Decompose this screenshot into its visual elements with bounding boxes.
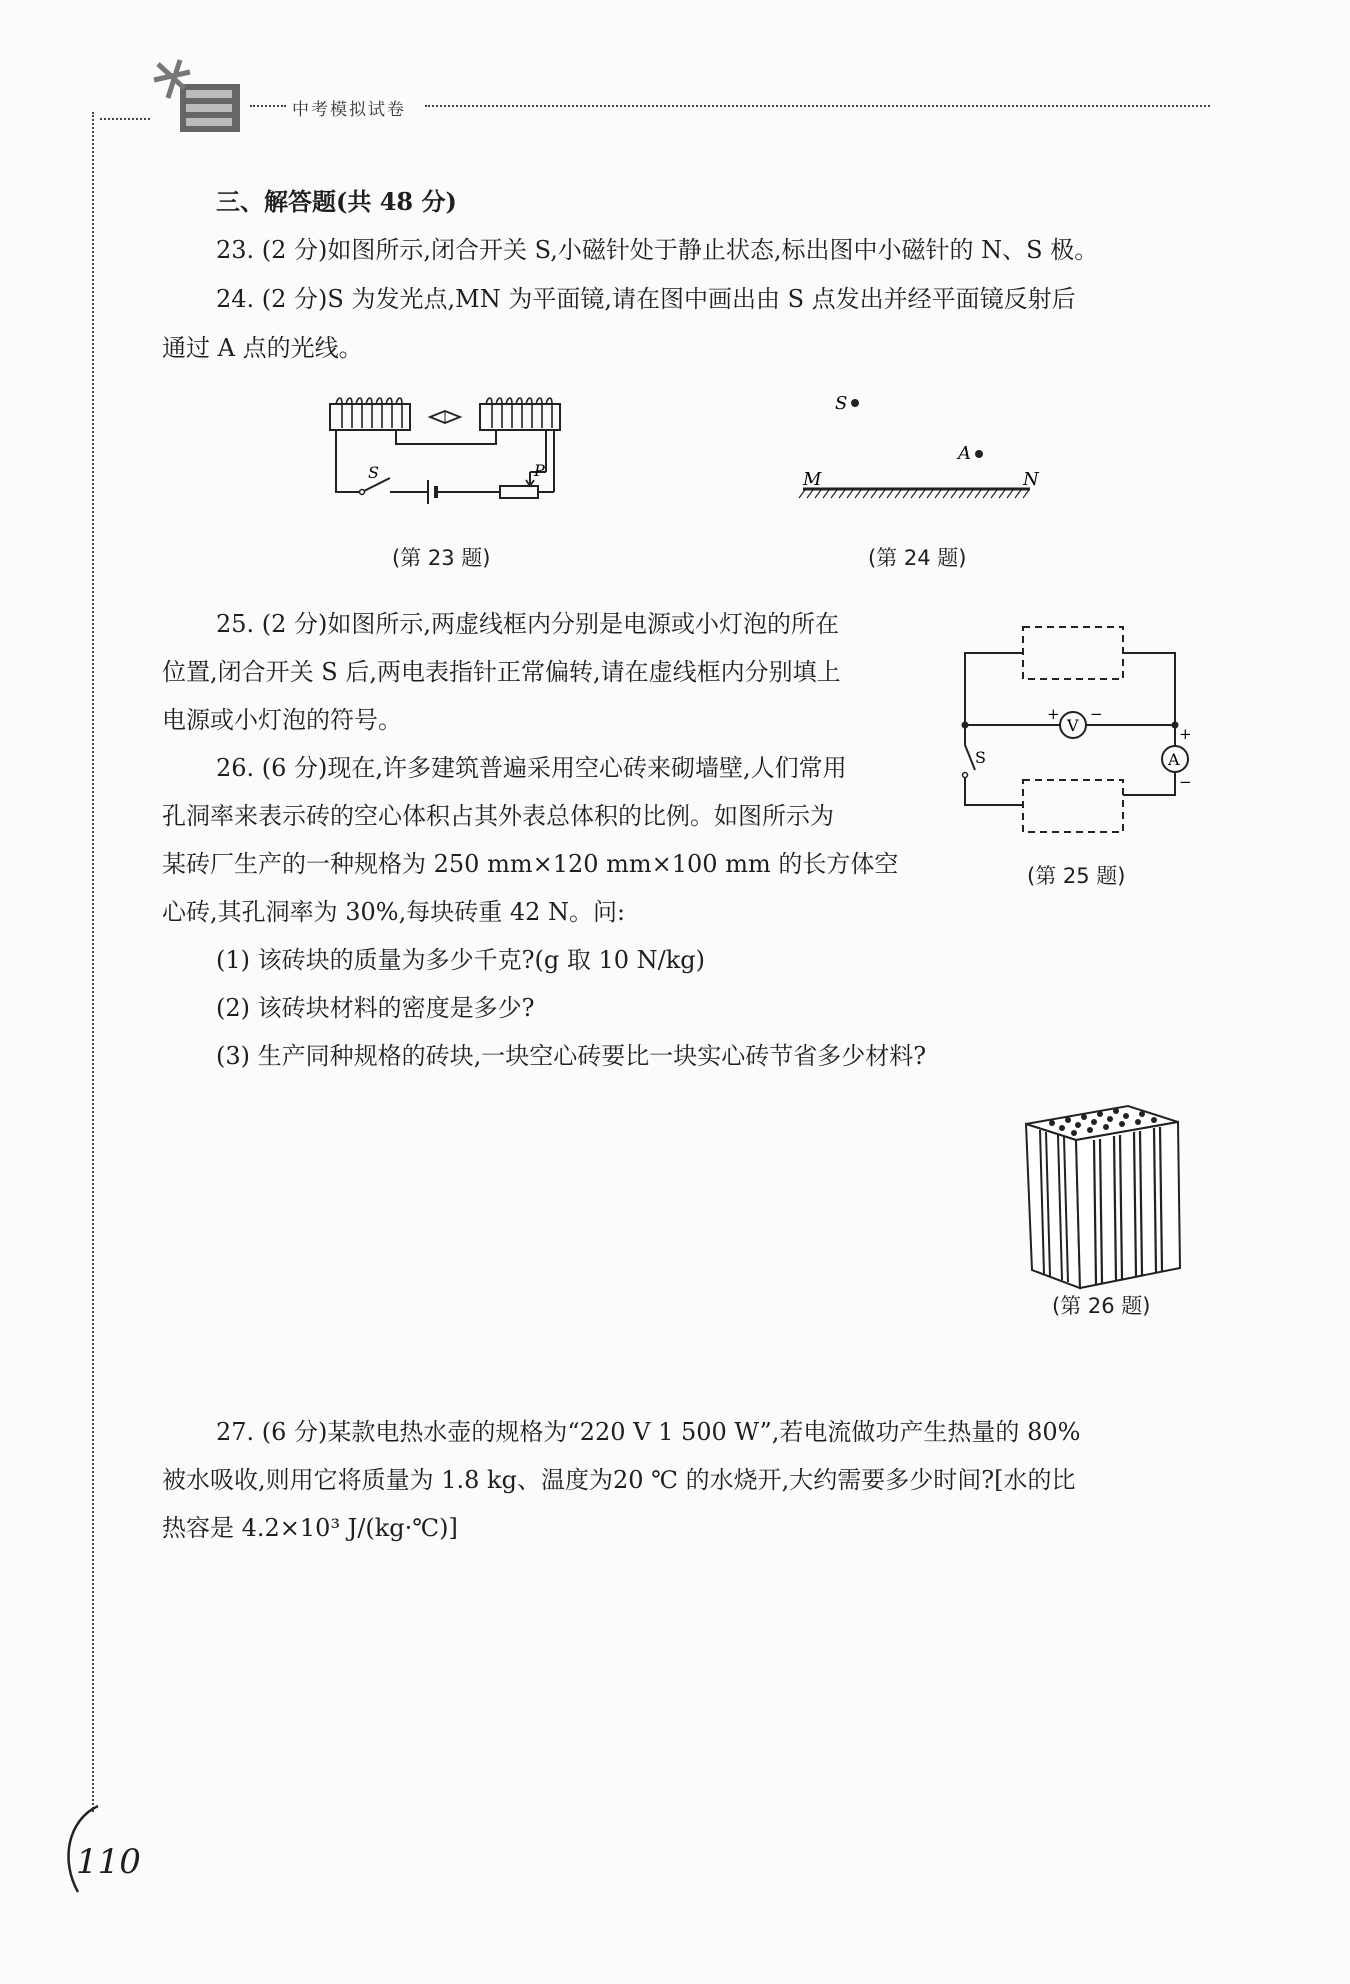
fig25-voltmeter-label: V [1067, 716, 1079, 735]
section-title: 三、解答题(共 48 分) [216, 187, 457, 216]
page-number: 110 [76, 1842, 141, 1882]
fig25-voltmeter-minus: − [1090, 705, 1103, 723]
question-27-line2: 被水吸收,则用它将质量为 1.8 kg、温度为20 ℃ 的水烧开,大约需要多少时间?[水的比 [162, 1466, 1076, 1494]
question-23: 23. (2 分)如图所示,闭合开关 S,小磁针处于静止状态,标出图中小磁针的 N、S 极。 [216, 236, 1099, 264]
fig24-source-label: S [835, 393, 848, 414]
question-26-line3: 某砖厂生产的一种规格为 250 mm×120 mm×100 mm 的长方体空 [162, 850, 899, 878]
fig24-mirror-left-label: M [803, 469, 822, 490]
fig25-ammeter-label: A [1168, 750, 1180, 769]
question-24-line2: 通过 A 点的光线。 [162, 334, 363, 362]
caption-fig24: (第 24 题) [868, 546, 967, 570]
figure-25-circuit [955, 615, 1195, 849]
header-rule-short [250, 105, 286, 107]
fig24-source-point [851, 399, 859, 407]
question-24-line1: 24. (2 分)S 为发光点,MN 为平面镜,请在图中画出由 S 点发出并经平面镜反射后 [216, 285, 1076, 313]
question-26-line2: 孔洞率来表示砖的空心体积占其外表总体积的比例。如图所示为 [162, 802, 834, 830]
fig24-point-label: A [958, 443, 971, 464]
margin-rule [92, 112, 94, 1812]
header-rule-left [100, 118, 150, 120]
question-25-line2: 位置,闭合开关 S 后,两电表指针正常偏转,请在虚线框内分别填上 [162, 658, 841, 686]
caption-fig23: (第 23 题) [392, 546, 491, 570]
fig25-top-dashed-box [1023, 627, 1123, 679]
question-26-sub2: (2) 该砖块材料的密度是多少? [216, 994, 535, 1022]
fig23-switch-label: S [368, 463, 379, 482]
header-logo [150, 58, 254, 142]
question-26-line1: 26. (6 分)现在,许多建筑普遍采用空心砖来砌墙壁,人们常用 [216, 754, 847, 782]
figure-26-brick [1018, 1098, 1190, 1302]
caption-fig25: (第 25 题) [1027, 864, 1126, 888]
fig25-ammeter-plus: + [1179, 725, 1192, 743]
question-25-line1: 25. (2 分)如图所示,两虚线框内分别是电源或小灯泡的所在 [216, 610, 840, 638]
question-25-line3: 电源或小灯泡的符号。 [162, 706, 402, 734]
fig25-bottom-dashed-box [1023, 780, 1123, 832]
fig25-voltmeter-plus: + [1047, 705, 1060, 723]
fig25-switch-label: S [975, 748, 986, 767]
fig24-a-point [975, 450, 983, 458]
figure-23-circuit [320, 392, 570, 521]
header-title: 中考模拟试卷 [292, 100, 406, 120]
question-26-sub3: (3) 生产同种规格的砖块,一块空心砖要比一块实心砖节省多少材料? [216, 1042, 927, 1070]
question-27-line1: 27. (6 分)某款电热水壶的规格为“220 V 1 500 W”,若电流做功产生热量的 80% [216, 1418, 1081, 1446]
figure-24-mirror [795, 385, 1055, 519]
fig24-mirror-right-label: N [1023, 469, 1039, 490]
caption-fig26: (第 26 题) [1052, 1294, 1151, 1318]
question-26-sub1: (1) 该砖块的质量为多少千克?(g 取 10 N/kg) [216, 946, 705, 974]
fig25-ammeter-minus: − [1179, 773, 1192, 791]
question-27-line3: 热容是 4.2×10³ J/(kg·℃)] [162, 1514, 458, 1542]
fig23-slider-label: P [534, 461, 545, 480]
header-rule [425, 105, 1210, 107]
question-26-line4: 心砖,其孔洞率为 30%,每块砖重 42 N。问: [162, 898, 626, 926]
